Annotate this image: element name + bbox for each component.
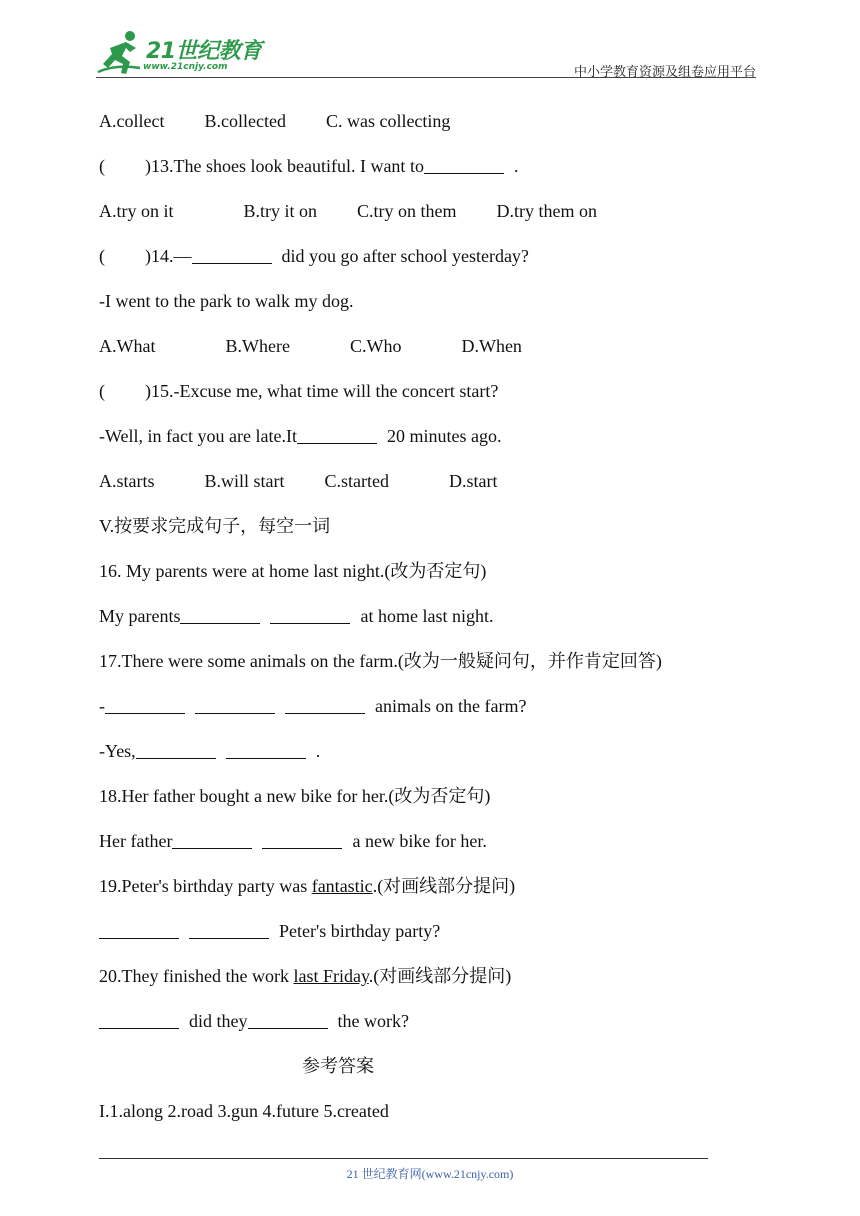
q18-stem: 18.Her father bought a new bike for her.(改为否定句) [99, 786, 491, 806]
answer-blank[interactable] [136, 740, 216, 759]
underlined-phrase: last Friday [293, 966, 369, 986]
answer-blank[interactable] [192, 245, 272, 264]
q15-options: A.starts B.will start C.started D.start [99, 471, 498, 491]
header-divider [96, 77, 756, 78]
answer-key-title: 参考答案 [302, 1056, 374, 1076]
q14-reply: -I went to the park to walk my dog. [99, 291, 354, 311]
page-header [96, 28, 756, 78]
runner-icon [96, 28, 148, 78]
q18-answer: Her father a new bike for her. [99, 831, 487, 851]
q20-answer: did they the work? [99, 1006, 759, 1051]
brand-logo [96, 28, 266, 78]
answer-blank[interactable] [248, 1010, 328, 1029]
answer-blank[interactable] [262, 830, 342, 849]
answer-blank[interactable] [285, 695, 365, 714]
option-b: B.collected [204, 111, 286, 131]
footer-link[interactable]: 21 世纪教育网(www.21cnjy.com) [346, 1167, 514, 1181]
q16-stem: 16. My parents were at home last night.(改为否定句) [99, 561, 487, 581]
answer-key-section-1: I.1.along 2.road 3.gun 4.future 5.created [99, 1101, 389, 1121]
answer-blank[interactable] [189, 920, 269, 939]
answer-blank[interactable] [297, 425, 377, 444]
q13-stem: ( )13.The shoes look beautiful. I want to . [99, 156, 519, 176]
q13-options: A.try on it B.try it on C.try on them D.try them on [99, 201, 598, 221]
brand-url: www.21cnjy.com [143, 62, 228, 72]
q16-answer: My parents at home last night. [99, 606, 494, 626]
answer-blank[interactable] [180, 605, 260, 624]
platform-title: 中小学教育资源及组卷应用平台 [573, 64, 756, 79]
q17-yes-answer: -Yes, . [99, 741, 321, 761]
answer-blank[interactable] [105, 695, 185, 714]
q14-stem: ( )14.— did you go after school yesterday? [99, 246, 529, 266]
q19-answer: Peter's birthday party? [99, 916, 759, 961]
worksheet-body [99, 106, 759, 1141]
section-v-heading: V.按要求完成句子，每空一词 [99, 516, 331, 536]
q19-stem: 19.Peter's birthday party was fantastic.(对画线部分提问) [99, 876, 516, 896]
q17-stem: 17.There were some animals on the farm.(改为一般疑问句，并作肯定回答) [99, 651, 662, 671]
brand-name: 21世纪教育 [146, 39, 262, 64]
underlined-word: fantastic [311, 876, 373, 896]
q15-stem: ( )15.-Excuse me, what time will the concert start? [99, 381, 499, 401]
q17-answer: - animals on the farm? [99, 696, 527, 716]
footer-divider [99, 1158, 708, 1159]
answer-blank[interactable] [424, 155, 504, 174]
answer-blank[interactable] [99, 1010, 179, 1029]
answer-blank[interactable] [195, 695, 275, 714]
answer-blank[interactable] [226, 740, 306, 759]
q14-options: A.What B.Where C.Who D.When [99, 336, 522, 356]
q15-reply: -Well, in fact you are late.It 20 minutes ago. [99, 426, 502, 446]
q20-stem: 20.They finished the work last Friday.(对画线部分提问) [99, 966, 512, 986]
option-c: C. was collecting [325, 111, 451, 131]
option-a: A.collect [99, 111, 165, 131]
answer-blank[interactable] [99, 920, 179, 939]
answer-blank[interactable] [270, 605, 350, 624]
q12-options [99, 106, 759, 151]
answer-blank[interactable] [172, 830, 252, 849]
